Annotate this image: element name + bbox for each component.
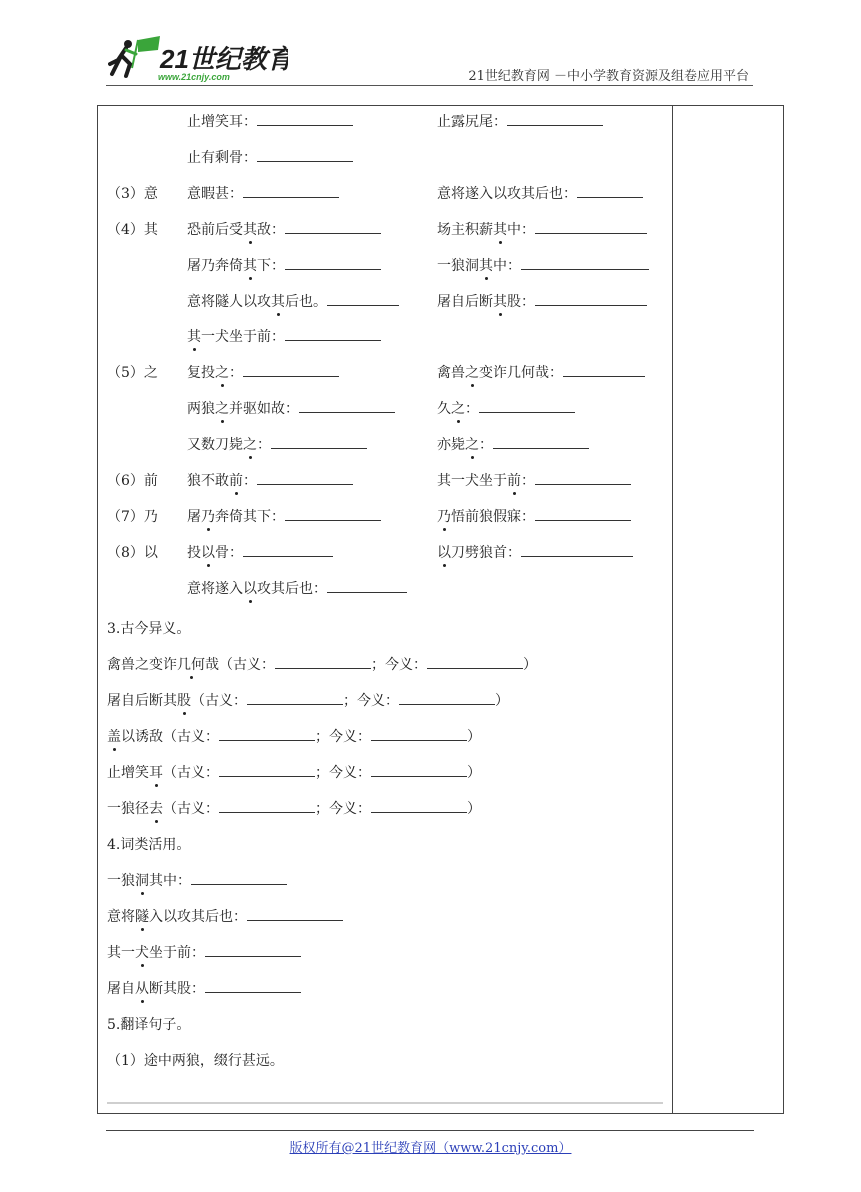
word-item [187, 257, 381, 275]
footer-divider [106, 1130, 754, 1131]
emphasized-char: 前 [229, 473, 243, 489]
word-item [187, 221, 381, 239]
word-label: （8）以 [107, 544, 158, 561]
phrase-text: ： [479, 437, 493, 454]
word-item [437, 544, 633, 562]
section5-title: 5.翻译句子。 [107, 1017, 191, 1033]
answer-blank[interactable] [521, 544, 633, 557]
word-item [187, 508, 381, 526]
word-phrase [187, 294, 327, 310]
emphasized-char: 以 [243, 580, 257, 597]
word-phrase [437, 258, 521, 274]
sentence-phrase [107, 657, 275, 673]
phrase-text: ： [465, 401, 479, 418]
phrase-text: ： [257, 437, 271, 454]
answer-blank[interactable] [285, 508, 381, 521]
emphasized-char: 以 [437, 544, 451, 561]
phrase-text: 悟前狼假寐： [451, 508, 535, 525]
answer-blank[interactable] [285, 328, 381, 341]
phrase-text: （古义： [191, 693, 247, 709]
answer-blank[interactable] [243, 185, 339, 198]
emphasized-char: 其 [243, 257, 257, 274]
close-paren: ） [523, 657, 537, 673]
word-phrase [187, 437, 271, 453]
site-logo [108, 34, 288, 84]
modern-label: ；今义： [315, 765, 371, 781]
word-phrase [187, 509, 285, 525]
emphasized-char: 其 [187, 329, 201, 346]
modern-label: ；今义： [371, 657, 427, 673]
word-item [437, 185, 643, 203]
close-paren: ） [467, 729, 481, 745]
runner-logo-icon [108, 34, 288, 84]
ancient-modern-item [107, 764, 481, 782]
phrase-text: 攻其后也： [257, 580, 327, 597]
word-item [437, 293, 647, 311]
phrase-text: 将遂入以攻其后也： [451, 185, 577, 202]
phrase-text: 一犬坐于前： [201, 329, 285, 346]
word-phrase [437, 437, 493, 453]
emphasized-char: 其 [493, 221, 507, 238]
phrase-text: 入以攻其后也： [149, 909, 247, 925]
ancient-modern-item [107, 800, 481, 818]
copyright-link[interactable]: 版权所有@21世纪教育网（www.21cnjy.com） [289, 1141, 572, 1156]
word-phrase [437, 473, 535, 489]
word-class-item [107, 980, 301, 998]
phrase-text: 禽兽 [437, 365, 465, 382]
phrase-text: 意将 [107, 909, 135, 925]
answer-blank[interactable] [371, 728, 467, 741]
emphasized-char: 乃 [437, 508, 451, 525]
answer-blank[interactable] [257, 113, 353, 126]
word-phrase [187, 581, 327, 597]
phrase-text: ： [521, 473, 535, 489]
phrase-text: 止 [187, 149, 201, 166]
phrase-text: 亦毙 [437, 437, 465, 454]
word-phrase [437, 114, 507, 130]
modern-label: ；今义： [315, 801, 371, 817]
sentence-phrase [107, 801, 219, 817]
phrase-text: 屠 [187, 508, 201, 525]
column-divider [672, 105, 673, 1114]
word-phrase [187, 329, 285, 345]
word-class-item [107, 872, 287, 890]
emphasized-char: 以 [201, 544, 215, 561]
word-phrase [437, 222, 535, 238]
emphasized-char: 洞 [135, 873, 149, 889]
emphasized-char: 几何 [177, 657, 205, 673]
phrase-text: 断其股： [149, 981, 205, 997]
answer-blank[interactable] [399, 692, 495, 705]
phrase-text: 禽兽之变诈 [107, 657, 177, 673]
phrase-text: 变诈几何哉： [479, 365, 563, 382]
phrase-text: 止 [437, 114, 451, 130]
word-phrase [187, 222, 285, 238]
answer-blank[interactable] [577, 185, 643, 198]
emphasized-char: 股 [177, 693, 191, 709]
phrase-text: 一狼 [107, 873, 135, 889]
phrase-text: 以诱敌（古义： [121, 729, 219, 745]
answer-blank[interactable] [275, 656, 371, 669]
phrase-text: 骨： [215, 544, 243, 561]
emphasized-char: 前 [507, 473, 521, 489]
answer-blank[interactable] [257, 472, 353, 485]
phrase-text: 坐于前： [149, 945, 205, 961]
word-phrase [187, 150, 257, 166]
answer-blank[interactable] [427, 656, 523, 669]
phrase-text: 场主积薪 [437, 221, 493, 238]
word-item [187, 113, 353, 131]
word-phrase [437, 509, 535, 525]
answer-blank[interactable] [507, 113, 603, 126]
ancient-modern-item [107, 656, 537, 674]
phrase-text: 暇甚： [201, 185, 243, 202]
phrase-text: 止 [187, 114, 201, 130]
word-phrase [187, 365, 243, 381]
sentence-phrase [107, 981, 205, 997]
phrase-text: 一狼洞 [437, 257, 479, 274]
answer-blank[interactable] [285, 221, 381, 234]
phrase-text: 意 [187, 185, 201, 202]
answer-blank[interactable] [479, 400, 575, 413]
emphasized-char: 从 [135, 981, 149, 997]
phrase-text: 屠自 [107, 981, 135, 997]
modern-label: ；今义： [315, 729, 371, 745]
emphasized-char: 其 [243, 221, 257, 238]
phrase-text: 意 [437, 185, 451, 202]
translation-item: （1）途中两狼，缀行甚远。 [107, 1053, 284, 1069]
answer-blank[interactable] [371, 764, 467, 777]
phrase-text: 一狼径 [107, 801, 149, 817]
word-item [187, 436, 367, 454]
answer-blank[interactable] [257, 149, 353, 162]
phrase-text: 屠自后断其 [107, 693, 177, 709]
close-paren: ） [467, 765, 481, 781]
phrase-text: 敌： [257, 221, 285, 238]
phrase-text: 后也。 [285, 293, 327, 310]
phrase-text: 久 [437, 401, 451, 418]
phrase-text: 恐前后受 [187, 221, 243, 238]
word-phrase [437, 365, 563, 381]
header-divider [106, 85, 753, 86]
phrase-text: 意将遂入 [187, 580, 243, 597]
word-item [187, 364, 339, 382]
answer-blank[interactable] [247, 692, 343, 705]
sentence-phrase [107, 765, 219, 781]
phrase-text: （古义： [163, 801, 219, 817]
word-phrase [187, 258, 285, 274]
phrase-text: 有剩骨： [201, 149, 257, 166]
sentence-phrase [107, 909, 247, 925]
sentence-phrase [107, 729, 219, 745]
answer-blank[interactable] [219, 800, 315, 813]
phrase-text: 屠乃奔倚 [187, 257, 243, 274]
emphasized-char: 其 [493, 293, 507, 310]
answer-blank[interactable] [219, 728, 315, 741]
answer-blank[interactable] [285, 257, 381, 270]
svg-text:www.21cnjy.com: www.21cnjy.com [158, 72, 230, 82]
modern-label: ；今义： [343, 693, 399, 709]
header-title: 21世纪教育网 －中小学教育资源及组卷应用平台 [468, 69, 749, 84]
svg-text:21世纪教育: 21世纪教育 [160, 44, 288, 74]
phrase-text: 止增笑 [107, 765, 149, 781]
phrase-text: 其一犬坐于 [437, 473, 507, 489]
phrase-text: 露尻尾： [451, 114, 507, 130]
word-phrase [437, 294, 535, 310]
phrase-text: 意将隧人以攻 [187, 293, 271, 310]
word-item [437, 221, 647, 239]
word-item [437, 113, 603, 131]
word-item [187, 149, 353, 167]
word-label: （6）前 [107, 473, 158, 489]
answer-blank[interactable] [243, 364, 339, 377]
phrase-text: 其中： [149, 873, 191, 889]
emphasized-char: 去 [149, 801, 163, 817]
word-phrase [187, 473, 257, 489]
emphasized-char: 之 [451, 401, 465, 418]
answer-blank[interactable] [205, 980, 301, 993]
phrase-text: 并驱如故： [229, 401, 299, 418]
ancient-modern-item [107, 692, 509, 710]
word-item [187, 185, 339, 203]
word-item [437, 508, 631, 526]
answer-blank[interactable] [219, 764, 315, 777]
answer-line [107, 1102, 663, 1104]
word-label: （3）意 [107, 185, 158, 202]
word-item [187, 328, 381, 346]
word-class-item [107, 944, 301, 962]
word-phrase [437, 186, 577, 202]
word-item [187, 472, 353, 490]
answer-blank[interactable] [535, 472, 631, 485]
word-phrase [437, 545, 521, 561]
emphasized-char: 盖 [107, 729, 121, 745]
answer-blank[interactable] [535, 508, 631, 521]
section4-title: 4.词类活用。 [107, 837, 191, 853]
phrase-text: 其一 [107, 945, 135, 961]
word-item [187, 580, 407, 598]
emphasized-char: 乃 [201, 508, 215, 525]
phrase-text: 狼不敢 [187, 473, 229, 489]
word-label: （5）之 [107, 365, 158, 382]
word-item [187, 544, 333, 562]
word-item [437, 400, 575, 418]
phrase-text: 两狼 [187, 401, 215, 418]
word-phrase [437, 401, 479, 417]
answer-blank[interactable] [299, 400, 395, 413]
sentence-phrase [107, 693, 247, 709]
sentence-phrase [107, 945, 205, 961]
phrase-text: 中： [507, 221, 535, 238]
answer-blank[interactable] [327, 293, 399, 306]
answer-blank[interactable] [563, 364, 645, 377]
emphasized-char: 之 [465, 365, 479, 382]
answer-blank[interactable] [205, 944, 301, 957]
phrase-text: 屠自后断 [437, 293, 493, 310]
close-paren: ） [495, 693, 509, 709]
phrase-text: 下： [257, 257, 285, 274]
emphasized-char: 其 [271, 293, 285, 310]
phrase-text: ： [243, 473, 257, 489]
emphasized-char: 之 [215, 365, 229, 382]
word-phrase [187, 401, 299, 417]
phrase-text: 股： [507, 293, 535, 310]
answer-blank[interactable] [247, 908, 343, 921]
answer-blank[interactable] [371, 800, 467, 813]
word-item [187, 293, 399, 311]
word-item [437, 472, 631, 490]
emphasized-char: 犬 [135, 945, 149, 961]
answer-blank[interactable] [521, 257, 649, 270]
phrase-text: （古义： [163, 765, 219, 781]
emphasized-char: 之 [243, 437, 257, 454]
word-phrase [187, 114, 257, 130]
answer-blank[interactable] [271, 436, 367, 449]
answer-blank[interactable] [327, 580, 407, 593]
phrase-text: ： [229, 365, 243, 382]
word-label: （4）其 [107, 221, 158, 238]
answer-blank[interactable] [535, 293, 647, 306]
phrase-text: 奔倚其下： [215, 508, 285, 525]
phrase-text: 刀劈狼首： [451, 544, 521, 561]
answer-blank[interactable] [493, 436, 589, 449]
word-item [437, 257, 649, 275]
answer-blank[interactable] [191, 872, 287, 885]
emphasized-char: 隧 [135, 909, 149, 925]
ancient-modern-item [107, 728, 481, 746]
answer-blank[interactable] [535, 221, 647, 234]
phrase-text: 投 [187, 544, 201, 561]
word-item [187, 400, 395, 418]
sentence-phrase [107, 873, 191, 889]
emphasized-char: 之 [215, 401, 229, 418]
phrase-text: 中： [493, 257, 521, 274]
answer-blank[interactable] [243, 544, 333, 557]
section3-title: 3.古今异义。 [107, 621, 191, 637]
phrase-text: 哉（古义： [205, 657, 275, 673]
word-item [437, 436, 589, 454]
emphasized-char: 其 [479, 257, 493, 274]
phrase-text: 增笑耳： [201, 114, 257, 130]
emphasized-char: 耳 [149, 765, 163, 781]
word-label: （7）乃 [107, 508, 158, 525]
phrase-text: 又数刀毙 [187, 437, 243, 454]
word-phrase [187, 186, 243, 202]
word-item [437, 364, 645, 382]
phrase-text: 复投 [187, 365, 215, 382]
word-phrase [187, 545, 243, 561]
word-class-item [107, 908, 343, 926]
emphasized-char: 之 [465, 437, 479, 454]
close-paren: ） [467, 801, 481, 817]
